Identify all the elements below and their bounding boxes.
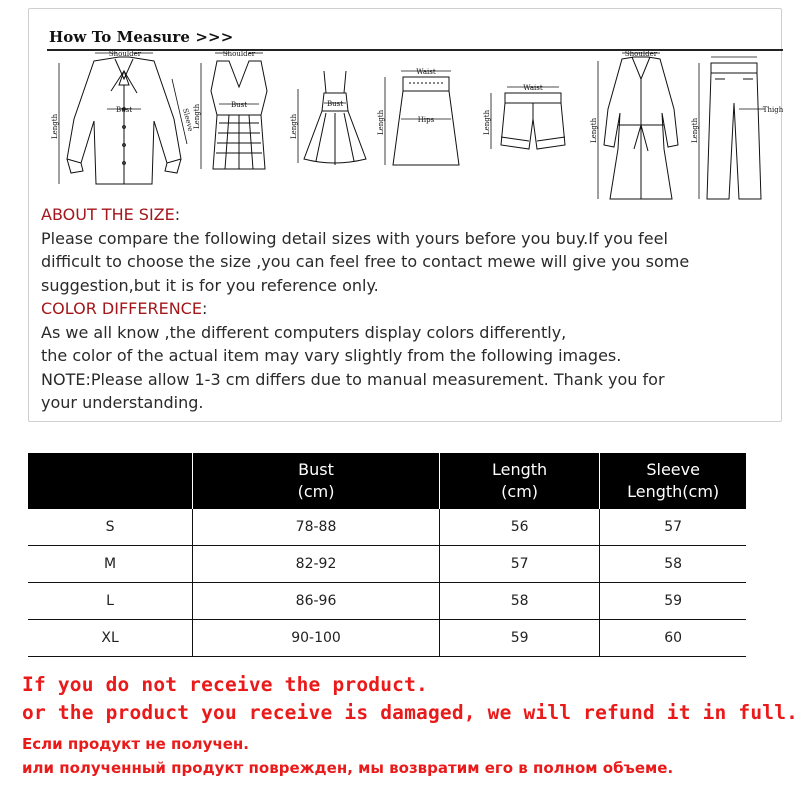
about-size-heading [41, 203, 771, 227]
sleeve-label: Sleeve [181, 107, 195, 133]
length-label-6: Length [590, 117, 598, 143]
about-size-colon: : [174, 205, 181, 224]
bust-cell: 86-96 [193, 583, 440, 620]
size-cell: M [28, 546, 193, 583]
table-row [28, 583, 746, 620]
shoulder-label-3: Shoulder [624, 50, 658, 58]
skirt-illustration [379, 49, 469, 194]
length-label: Length [51, 113, 59, 139]
shoulder-label-2: Shoulder [222, 50, 256, 58]
length-label-3: Length [290, 113, 298, 139]
refund-notice [0, 657, 800, 800]
color-line-3: NOTE:Please allow 1-3 cm differs due to manual measurement. Thank you for [41, 369, 665, 389]
header-bust: Bust (cm) [193, 453, 440, 509]
about-size-line-2: difficult to choose the size ,you can feel free to contact mewe will give you some [41, 252, 690, 271]
size-cell: XL [28, 620, 193, 657]
length-cell: 57 [439, 546, 599, 583]
how-to-measure-card [28, 8, 782, 422]
table-row [28, 546, 746, 583]
tank-top-illustration [189, 49, 289, 194]
trousers-illustration [689, 49, 784, 209]
blouse-illustration [49, 49, 199, 194]
shoulder-label: Shoulder [108, 50, 142, 58]
color-difference-heading-text: COLOR DIFFERENCE [41, 299, 202, 318]
header-length: Length (cm) [439, 453, 599, 509]
size-table-header-row [28, 453, 746, 509]
bust-cell: 82-92 [193, 546, 440, 583]
refund-notice-line-1: If you do not receive the product. [22, 673, 428, 696]
bust-cell: 90-100 [193, 620, 440, 657]
waist-label-2: Waist [523, 84, 543, 92]
color-difference-colon: : [201, 299, 208, 318]
size-notes [41, 203, 771, 415]
measure-illustrations [39, 49, 784, 209]
length-label-2: Length [193, 103, 201, 129]
sleeve-cell: 58 [600, 546, 746, 583]
thigh-label: Thigh [762, 106, 784, 114]
waist-label: Waist [416, 68, 436, 76]
size-chart-table [28, 453, 746, 657]
hips-label: Hips [417, 116, 435, 124]
coat-illustration [590, 49, 689, 209]
table-row [28, 620, 746, 657]
bust-cell: 78-88 [193, 509, 440, 546]
header-size [28, 453, 193, 509]
about-size-line-1: Please compare the following detail sizes with yours before you buy.If you feel [41, 228, 668, 248]
size-cell: S [28, 509, 193, 546]
length-cell: 59 [439, 620, 599, 657]
refund-notice-line-4: или полученный продукт поврежден, мы возвратим его в полном объеме. [22, 759, 674, 777]
strap-dress-illustration [290, 49, 374, 194]
about-size-line-3: suggestion,but it is for you reference only. [41, 275, 379, 295]
table-row [28, 509, 746, 546]
bust-label-3: Bust [326, 100, 344, 108]
length-cell: 58 [439, 583, 599, 620]
bust-label-2: Bust [230, 101, 248, 109]
how-to-measure-header [47, 19, 783, 51]
refund-notice-line-3: Если продукт не получен. [22, 735, 249, 753]
size-cell: L [28, 583, 193, 620]
sleeve-cell: 59 [600, 583, 746, 620]
length-label-7: Length [691, 117, 699, 143]
sleeve-cell: 60 [600, 620, 746, 657]
color-line-4: your understanding. [41, 393, 204, 412]
about-size-heading-text: ABOUT THE SIZE [41, 205, 175, 224]
sleeve-cell: 57 [600, 509, 746, 546]
color-difference-heading [41, 297, 771, 321]
bust-label: Bust [115, 106, 133, 114]
header-sleeve-length: Sleeve Length(cm) [600, 453, 746, 509]
color-line-2: the color of the actual item may vary slightly from the following images. [41, 346, 622, 365]
length-cell: 56 [439, 509, 599, 546]
how-to-measure-title: How To Measure >>> [49, 28, 234, 46]
length-label-5: Length [483, 109, 491, 135]
length-label-4: Length [377, 109, 385, 135]
refund-notice-line-2: or the product you receive is damaged, we will refund it in full. [22, 701, 799, 724]
color-line-1: As we all know ,the different computers display colors differently, [41, 322, 567, 342]
shorts-illustration [479, 49, 589, 194]
